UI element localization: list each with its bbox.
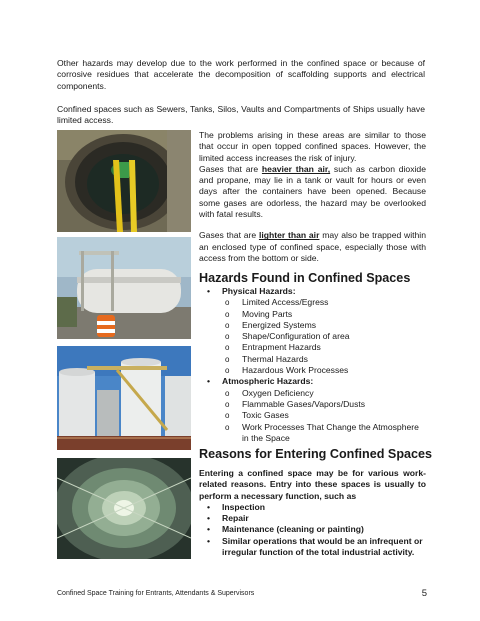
list-item: • Inspection xyxy=(199,502,426,513)
list-item: • Repair xyxy=(199,513,426,524)
list-item: o Flammable Gases/Vapors/Dusts xyxy=(222,399,426,410)
intro-paragraph-2: Confined spaces such as Sewers, Tanks, Silos, Vaults and Compartments of Ships usually have limited access. xyxy=(57,104,425,126)
heavier-than-air-emphasis: heavier than air, xyxy=(261,163,331,174)
tunnel-photo xyxy=(57,458,191,559)
list-item: • Similar operations that would be an infrequent or irregular function of the total industrial activity. xyxy=(199,536,426,559)
footer-title: Confined Space Training for Entrants, Attendants & Supervisors xyxy=(57,590,255,597)
list-item: o Energized Systems xyxy=(222,320,426,331)
physical-hazards-group: • Physical Hazards: o Limited Access/Egress o Moving Parts o Energized Systems o Shape/Configuration of area o Entrapment Hazards o Thermal Hazards o Hazardous Work Processes xyxy=(199,286,426,376)
hazards-list xyxy=(199,286,426,444)
industrial-tank-photo xyxy=(57,237,191,339)
problems-text: The problems arising in these areas are similar to those that occur in open topped confined spaces. However, the limited access increases the risk of injury. xyxy=(199,130,426,163)
list-item: o Hazardous Work Processes xyxy=(222,365,426,376)
silos-photo xyxy=(57,346,191,450)
reasons-intro: Entering a confined space may be for various work-related reasons. Entry into these spaces is usually to perform a necessary function, such as xyxy=(199,468,426,501)
lighter-gases-paragraph: Gases that are lighter than air may also be trapped within an enclosed type of confined space, especially those with access from the bottom or side. xyxy=(199,230,426,263)
list-item: • Maintenance (cleaning or painting) xyxy=(199,524,426,535)
list-item: o Oxygen Deficiency xyxy=(222,388,426,399)
list-item: o Work Processes That Change the Atmosphere in the Space xyxy=(222,422,426,445)
page-number: 5 xyxy=(421,588,427,599)
page-footer xyxy=(57,590,427,597)
list-item: o Thermal Hazards xyxy=(222,354,426,365)
list-item: o Shape/Configuration of area xyxy=(222,331,426,342)
intro-paragraph-1: Other hazards may develop due to the work performed in the confined space or because of corrosive residues that accelerate the decomposition of scaffolding supports and electrical components. xyxy=(57,58,425,91)
list-item: o Limited Access/Egress xyxy=(222,297,426,308)
problems-section xyxy=(199,130,426,264)
heavier-gases-paragraph: Gases that are heavier than air, such as carbon dioxide and propane, may lie in a tank or vault for hours or even days after the containers have been opened. Because some gases are odorless, the hazard may be overlooked with fatal results. xyxy=(199,163,426,220)
reasons-heading: Reasons for Entering Confined Spaces xyxy=(199,447,433,461)
manhole-photo xyxy=(57,130,191,232)
list-item: o Toxic Gases xyxy=(222,410,426,421)
list-item: o Entrapment Hazards xyxy=(222,342,426,353)
hazards-heading: Hazards Found in Confined Spaces xyxy=(199,271,411,285)
atmospheric-hazards-group: • Atmospheric Hazards: o Oxygen Deficiency o Flammable Gases/Vapors/Dusts o Toxic Gases o Work Processes That Change the Atmosphere in the Space xyxy=(199,376,426,444)
lighter-than-air-emphasis: lighter than air xyxy=(258,230,320,241)
list-item: o Moving Parts xyxy=(222,309,426,320)
reasons-section xyxy=(199,468,426,558)
